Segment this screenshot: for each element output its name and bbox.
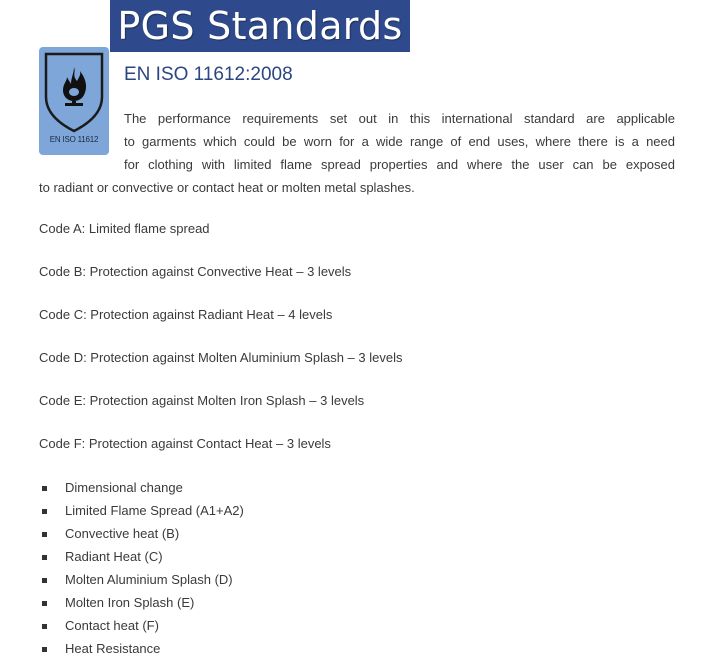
list-item: Molten Iron Splash (E) [39,594,244,617]
list-item: Radiant Heat (C) [39,548,244,571]
standard-intro [39,107,675,199]
list-item: Contact heat (F) [39,617,244,640]
page-banner [110,0,410,52]
intro-line: to radiant or convective or contact heat or molten metal splashes. [39,180,415,195]
bullet-icon [42,647,47,652]
intro-line: to garments which could be worn for a wide range of end uses, where there is a need [124,134,675,149]
code-list [39,220,402,478]
bullet-icon [42,486,47,491]
list-item: Molten Aluminium Splash (D) [39,571,244,594]
bullet-icon [42,601,47,606]
intro-line: for clothing with limited flame spread properties and where the user can be exposed [124,157,675,172]
badge-label: EN ISO 11612 [49,135,99,144]
code-a: Code A: Limited flame spread [39,221,210,236]
code-e: Code E: Protection against Molten Iron Splash – 3 levels [39,393,365,408]
code-b: Code B: Protection against Convective Heat – 3 levels [39,264,352,279]
list-item: Heat Resistance [39,640,244,663]
list-item: Convective heat (B) [39,525,244,548]
list-item: Limited Flame Spread (A1+A2) [39,502,244,525]
bullet-icon [42,509,47,514]
bullet-icon [42,624,47,629]
banner-title: PGS Standards [117,4,403,48]
bullet-icon [42,532,47,537]
code-f: Code F: Protection against Contact Heat – 3 levels [39,436,331,451]
list-item: Dimensional change [39,479,244,502]
bullet-icon [42,578,47,583]
bullet-icon [42,555,47,560]
test-list [39,479,244,663]
standard-title: EN ISO 11612:2008 [124,64,293,85]
code-c: Code C: Protection against Radiant Heat – 4 levels [39,307,333,322]
intro-line: The performance requirements set out in this international standard are applicable [124,111,675,126]
code-d: Code D: Protection against Molten Aluminium Splash – 3 levels [39,350,403,365]
